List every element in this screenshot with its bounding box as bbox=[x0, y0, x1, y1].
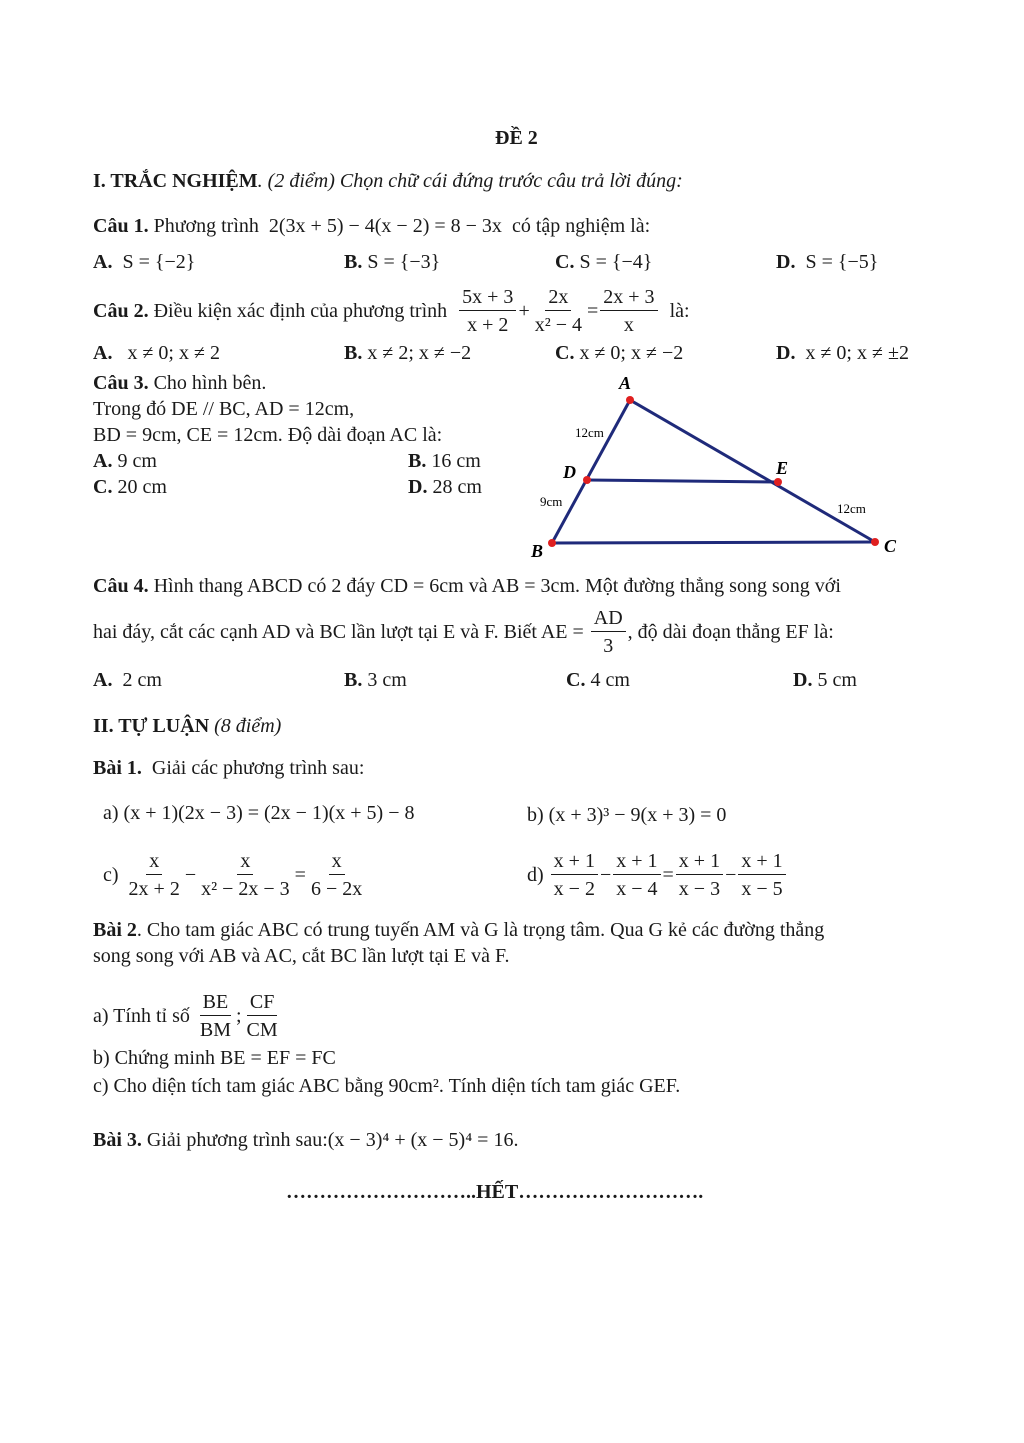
q3-line1 bbox=[93, 373, 266, 393]
bai1-a: a) (x + 1)(2x − 3) = (2x − 1)(x + 5) − 8 bbox=[103, 802, 415, 824]
option-value: x ≠ 0; x ≠ −2 bbox=[579, 342, 684, 364]
bai2-label: Bài 2 bbox=[93, 919, 137, 941]
q2-fraction-3 bbox=[600, 287, 657, 335]
denominator: 3 bbox=[603, 635, 614, 657]
q1-option-a[interactable] bbox=[93, 252, 195, 272]
q4-option-b[interactable] bbox=[344, 670, 407, 690]
bai2-text: . Cho tam giác ABC có trung tuyến AM và G là trọng tâm. Qua G kẻ các đường thẳng bbox=[136, 919, 825, 941]
denominator: 2x + 2 bbox=[128, 878, 180, 900]
point-b bbox=[548, 539, 556, 547]
bai2-b: b) Chứng minh BE = EF = FC bbox=[93, 1047, 336, 1069]
q2-option-a[interactable] bbox=[93, 343, 220, 363]
label-ad-length: 12cm bbox=[575, 425, 604, 440]
part2-heading-line bbox=[93, 716, 281, 736]
q4-option-d[interactable] bbox=[793, 670, 857, 690]
denominator: x − 3 bbox=[678, 878, 721, 900]
point-c bbox=[871, 538, 879, 546]
side-ac bbox=[630, 400, 875, 542]
option-value: 28 cm bbox=[432, 476, 482, 498]
q1-text-after: có tập nghiệm là: bbox=[511, 215, 651, 237]
label-bd-length: 9cm bbox=[540, 494, 563, 509]
option-letter: B. bbox=[344, 342, 363, 364]
q2-text-before: Điều kiện xác định của phương trình bbox=[153, 300, 448, 322]
bai3 bbox=[93, 1130, 518, 1150]
numerator: CF bbox=[247, 992, 277, 1016]
q4-text-after: , độ dài đoạn thẳng EF là: bbox=[627, 621, 834, 643]
q3-option-c[interactable] bbox=[93, 477, 167, 497]
numerator: x + 1 bbox=[738, 851, 785, 875]
point-d bbox=[583, 476, 591, 484]
option-value: 16 cm bbox=[431, 450, 481, 472]
label-d: D bbox=[563, 462, 576, 482]
q3-option-d[interactable] bbox=[408, 477, 482, 497]
q3-option-a[interactable] bbox=[93, 451, 157, 471]
fraction bbox=[676, 851, 723, 899]
option-letter: A. bbox=[93, 342, 113, 364]
q2-option-d[interactable] bbox=[776, 343, 909, 363]
option-letter: C. bbox=[566, 669, 586, 691]
option-value: x ≠ 2; x ≠ −2 bbox=[367, 342, 472, 364]
bai2-a: a) Tính tỉ số $\frac{BE}{BM}$ ; $\frac{CF}{CM}$ bbox=[93, 988, 283, 1044]
numerator: x bbox=[146, 851, 162, 875]
q1-equation: 2(3x + 5) − 4(x − 2) = 8 − 3x bbox=[268, 215, 502, 237]
bai1-text: Giải các phương trình sau: bbox=[151, 757, 365, 779]
bai2-a-text: a) Tính tỉ số bbox=[93, 1005, 190, 1027]
denominator: x + 2 bbox=[467, 314, 509, 336]
numerator: BE bbox=[200, 992, 232, 1016]
bai3-text: Giải phương trình sau: bbox=[146, 1129, 328, 1151]
option-letter: D. bbox=[793, 669, 813, 691]
part1-heading: I. TRẮC NGHIỆM bbox=[93, 170, 258, 192]
option-value: S = {−5} bbox=[805, 251, 879, 273]
bai1-d: d) $\frac{x + 1}{x - 2}$ − $\frac{x + 1}{x - 4}$ = $\frac{x + 1}{x - 3}$ − $\frac{x + 1}{x - 5}$ bbox=[527, 847, 788, 903]
numerator: x + 1 bbox=[551, 851, 598, 875]
option-letter: B. bbox=[408, 450, 427, 472]
fraction bbox=[197, 992, 234, 1040]
fraction bbox=[308, 851, 365, 899]
numerator: x + 1 bbox=[613, 851, 660, 875]
q3-text: Cho hình bên. bbox=[153, 372, 267, 394]
numerator: 2x + 3 bbox=[600, 287, 657, 311]
side-bc bbox=[552, 542, 875, 543]
option-letter: C. bbox=[93, 476, 113, 498]
denominator: x − 2 bbox=[553, 878, 595, 900]
q1-option-b[interactable] bbox=[344, 252, 440, 272]
q1-label: Câu 1. bbox=[93, 215, 149, 237]
option-value: 3 cm bbox=[367, 669, 407, 691]
q2-fraction-1 bbox=[459, 287, 516, 335]
q3-label: Câu 3. bbox=[93, 372, 149, 394]
label-ce-length: 12cm bbox=[837, 501, 866, 516]
option-letter: D. bbox=[408, 476, 428, 498]
bai1-stem bbox=[93, 758, 364, 778]
item-label: d) bbox=[527, 864, 544, 886]
option-value: 9 cm bbox=[117, 450, 157, 472]
denominator: x − 5 bbox=[741, 878, 783, 900]
fraction bbox=[244, 992, 281, 1040]
bai3-label: Bài 3. bbox=[93, 1129, 142, 1151]
bai1-label: Bài 1. bbox=[93, 757, 142, 779]
q3-line3: BD = 9cm, CE = 12cm. Độ dài đoạn AC là: bbox=[93, 424, 443, 446]
option-value: 5 cm bbox=[817, 669, 857, 691]
q2-option-c[interactable] bbox=[555, 343, 683, 363]
denominator: 6 − 2x bbox=[310, 878, 363, 900]
end-marker: ………………………..HẾT………………………. bbox=[286, 1181, 704, 1203]
denominator: x² − 4 bbox=[534, 314, 582, 336]
fraction bbox=[613, 851, 660, 899]
q2-text-after: là: bbox=[669, 300, 690, 322]
bai2-line2: song song với AB và AC, cắt BC lần lượt tại E và F. bbox=[93, 945, 510, 967]
q2-fraction-2 bbox=[532, 287, 585, 335]
q2-option-b[interactable] bbox=[344, 343, 471, 363]
option-letter: A. bbox=[93, 251, 113, 273]
option-letter: B. bbox=[344, 669, 363, 691]
label-e: E bbox=[776, 458, 789, 478]
option-value: S = {−2} bbox=[122, 251, 196, 273]
option-value: 20 cm bbox=[117, 476, 167, 498]
bai3-equation: (x − 3)⁴ + (x − 5)⁴ = 16. bbox=[327, 1129, 519, 1151]
denominator: BM bbox=[199, 1019, 231, 1041]
label-c: C bbox=[884, 536, 897, 556]
bai2-line1 bbox=[93, 920, 824, 940]
numerator: x + 1 bbox=[676, 851, 723, 875]
option-value: x ≠ 0; x ≠ ±2 bbox=[805, 342, 909, 364]
q4-line1 bbox=[93, 576, 841, 596]
option-value: S = {−4} bbox=[579, 251, 653, 273]
q1-text-before: Phương trình bbox=[153, 215, 259, 237]
item-label: c) bbox=[103, 864, 119, 886]
part2-subtitle: (8 điểm) bbox=[214, 715, 282, 737]
denominator: x² − 2x − 3 bbox=[201, 878, 290, 900]
fraction bbox=[738, 851, 785, 899]
option-letter: D. bbox=[776, 342, 796, 364]
bai1-c: c) $\frac{x}{2x + 2}$ − $\frac{x}{\text{x² − 2x − 3}}$ = $\frac{x}{6 - 2x}$ bbox=[103, 847, 367, 903]
part1-heading-line bbox=[93, 171, 683, 191]
q3-option-b[interactable] bbox=[408, 451, 481, 471]
q4-label: Câu 4. bbox=[93, 575, 149, 597]
option-letter: A. bbox=[93, 450, 113, 472]
option-value: S = {−3} bbox=[367, 251, 441, 273]
option-value: 2 cm bbox=[122, 669, 162, 691]
q4-fraction bbox=[591, 608, 626, 656]
option-letter: D. bbox=[776, 251, 796, 273]
fraction bbox=[126, 851, 183, 899]
label-b: B bbox=[531, 541, 544, 561]
numerator: AD bbox=[591, 608, 626, 632]
fraction bbox=[551, 851, 598, 899]
q3-triangle-figure bbox=[520, 370, 920, 570]
denominator: x bbox=[623, 314, 634, 336]
part2-heading: II. TỰ LUẬN bbox=[93, 715, 210, 737]
point-e bbox=[774, 478, 782, 486]
bai2-c: c) Cho diện tích tam giác ABC bằng 90cm². Tính diện tích tam giác GEF. bbox=[93, 1075, 681, 1097]
option-value: 4 cm bbox=[590, 669, 630, 691]
numerator: x bbox=[329, 851, 345, 875]
q2-label: Câu 2. bbox=[93, 300, 149, 322]
numerator: 5x + 3 bbox=[459, 287, 516, 311]
denominator: x − 4 bbox=[616, 878, 658, 900]
q1-stem bbox=[93, 216, 650, 236]
q4-option-c[interactable] bbox=[566, 670, 630, 690]
option-value: x ≠ 0; x ≠ 2 bbox=[127, 342, 220, 364]
q1-option-d[interactable] bbox=[776, 252, 878, 272]
q4-text: Hình thang ABCD có 2 đáy CD = 6cm và AB = 3cm. Một đường thẳng song song với bbox=[153, 575, 841, 597]
q2-stem: Câu 2. Điều kiện xác định của phương trình $\frac{5x + 3}{x + 2}$ + $\frac{2x}{\text{x² − 4}}$ = $\frac{2x + 3}{x}$ là: bbox=[93, 286, 690, 336]
option-letter: C. bbox=[555, 342, 575, 364]
bai1-b: b) (x + 3)³ − 9(x + 3) = 0 bbox=[527, 804, 727, 826]
numerator: 2x bbox=[545, 287, 571, 311]
q3-line2: Trong đó DE // BC, AD = 12cm, bbox=[93, 398, 355, 420]
q4-line2 bbox=[93, 604, 834, 660]
segment-de bbox=[587, 480, 778, 482]
q4-text-before: hai đáy, cắt các cạnh AD và BC lần lượt tại E và F. Biết AE = bbox=[93, 621, 584, 643]
option-letter: B. bbox=[344, 251, 363, 273]
exam-title: ĐỀ 2 bbox=[495, 127, 538, 149]
numerator: x bbox=[237, 851, 253, 875]
option-letter: C. bbox=[555, 251, 575, 273]
point-a bbox=[626, 396, 634, 404]
part1-subtitle: . (2 điểm) Chọn chữ cái đứng trước câu trả lời đúng: bbox=[257, 170, 683, 192]
q1-option-c[interactable] bbox=[555, 252, 652, 272]
fraction bbox=[198, 851, 293, 899]
denominator: CM bbox=[246, 1019, 278, 1041]
label-a: A bbox=[619, 373, 632, 393]
option-letter: A. bbox=[93, 669, 113, 691]
q4-option-a[interactable] bbox=[93, 670, 162, 690]
